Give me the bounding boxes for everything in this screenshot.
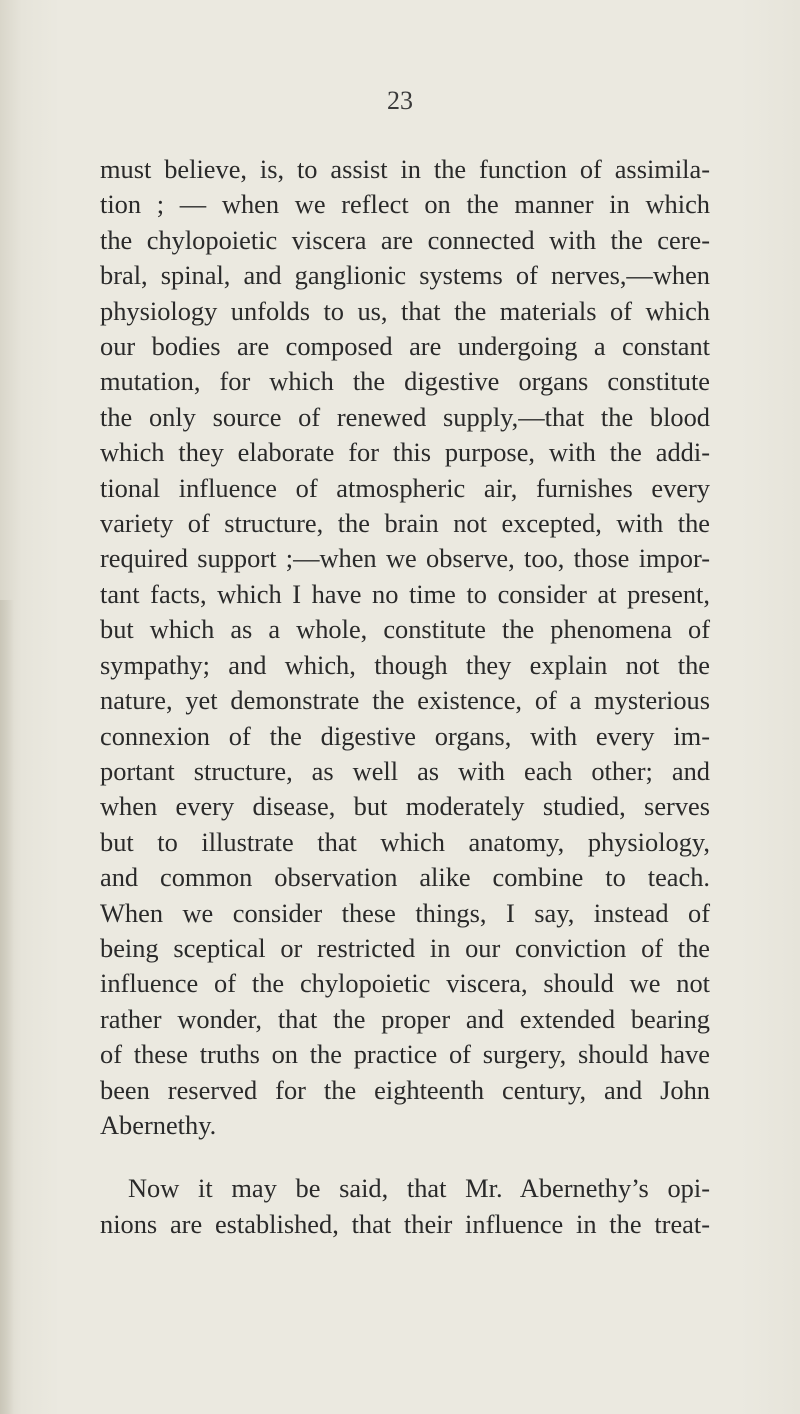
text-line: mutation, for which the digestive organs constitute <box>100 366 710 397</box>
text-line: physiology unfolds to us, that the materials of which <box>100 295 710 326</box>
text-line: the chylopoietic viscera are connected with the cere- <box>100 224 710 255</box>
text-line: but which as a whole, constitute the phenomena of <box>100 614 710 645</box>
text-line: being sceptical or restricted in our conviction of the <box>100 932 710 963</box>
text-line: the only source of renewed supply,—that the blood <box>100 401 710 432</box>
text-line: must believe, is, to assist in the function of assimila- <box>100 154 710 184</box>
paragraph-1 <box>100 152 710 1143</box>
text-line: tant facts, which I have no time to consider at present, <box>100 578 710 609</box>
text-line: Abernethy. <box>100 1109 217 1140</box>
text-line: of these truths on the practice of surgery, should have <box>100 1039 710 1070</box>
paragraph-spacer <box>100 1143 710 1171</box>
text-line: influence of the chylopoietic viscera, should we not <box>100 968 710 999</box>
text-line: bral, spinal, and ganglionic systems of nerves,—when <box>100 260 710 291</box>
text-line: and common observation alike combine to teach. <box>100 862 710 893</box>
text-line: when every disease, but moderately studied, serves <box>100 791 710 822</box>
text-line: variety of structure, the brain not excepted, with the <box>100 508 710 539</box>
text-line: our bodies are composed are undergoing a constant <box>100 331 710 362</box>
text-line: Now it may be said, that Mr. Abernethy’s opi- <box>128 1173 710 1204</box>
text-line: portant structure, as well as with each other; and <box>100 755 710 786</box>
text-line: nions are established, that their influence in the treat- <box>100 1208 710 1239</box>
body-text <box>100 152 710 1242</box>
text-line: rather wonder, that the proper and extended bearing <box>100 1003 710 1034</box>
page-number: 23 <box>387 86 413 115</box>
text-line: nature, yet demonstrate the existence, of a mysterious <box>100 685 710 716</box>
paragraph-2 <box>100 1171 710 1242</box>
text-line: sympathy; and which, though they explain not the <box>100 649 710 680</box>
text-line: tional influence of atmospheric air, furnishes every <box>100 472 710 503</box>
text-line: which they elaborate for this purpose, with the addi- <box>100 437 710 468</box>
text-line: When we consider these things, I say, instead of <box>100 897 710 928</box>
text-line: tion ; — when we reflect on the manner in which <box>100 189 710 220</box>
text-line: connexion of the digestive organs, with every im- <box>100 720 710 751</box>
text-line: but to illustrate that which anatomy, physiology, <box>100 826 710 857</box>
text-line: been reserved for the eighteenth century, and John <box>100 1074 710 1105</box>
page-gutter-shadow <box>0 600 14 1414</box>
text-line: required support ;—when we observe, too, those impor- <box>100 543 710 574</box>
